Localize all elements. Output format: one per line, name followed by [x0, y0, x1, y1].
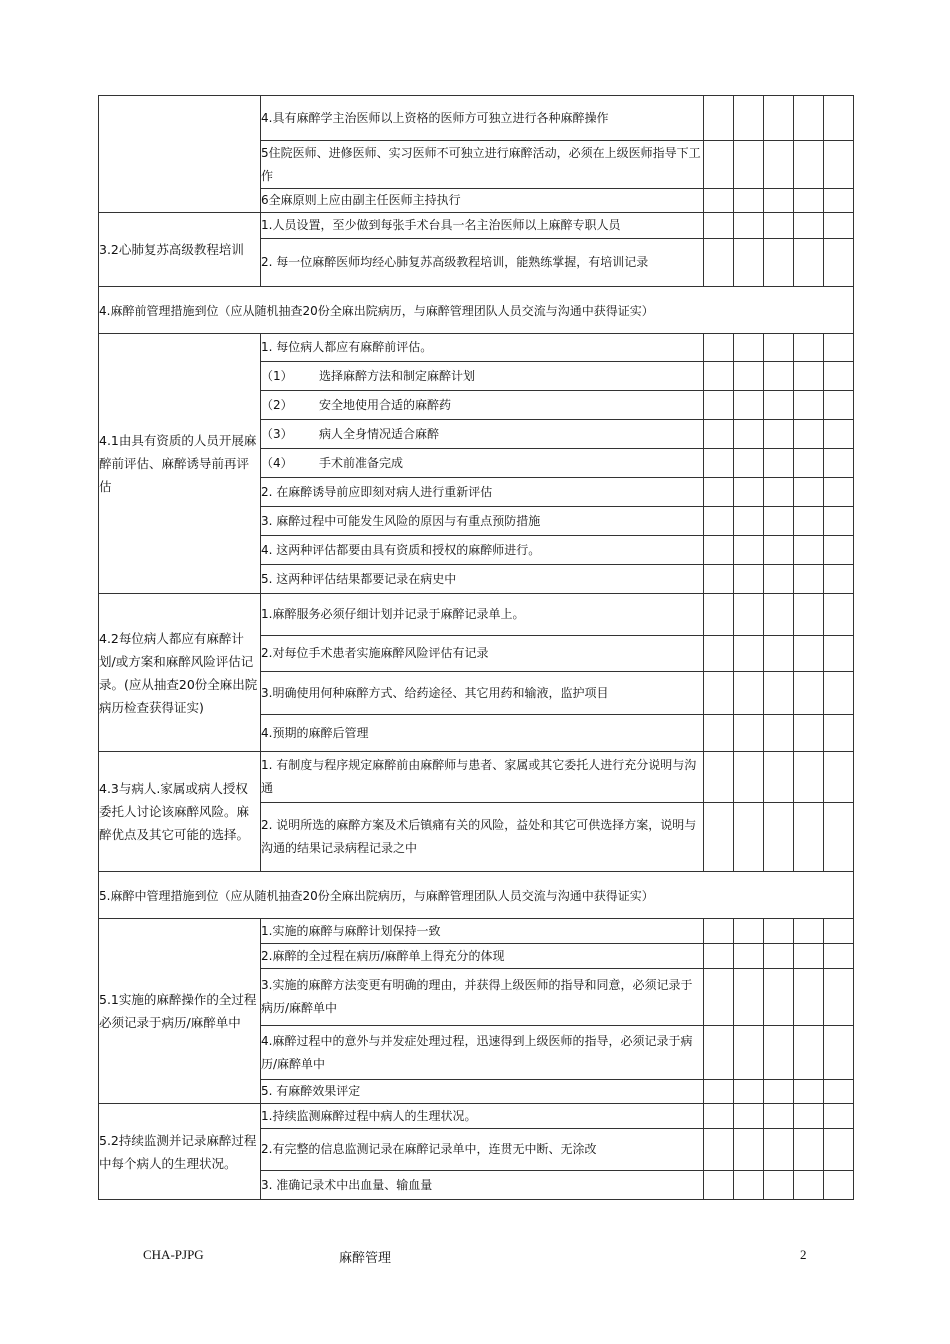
requirement-cell	[261, 1171, 704, 1200]
score-cell[interactable]	[794, 391, 824, 420]
criterion-cell: 3.2心肺复苏高级教程培训	[99, 213, 261, 287]
sub-item-number: （1）	[261, 368, 293, 383]
requirement-text: 4.预期的麻醉后管理	[261, 725, 369, 740]
requirement-cell	[261, 362, 704, 391]
score-cell[interactable]	[764, 213, 794, 239]
score-cell[interactable]	[764, 239, 794, 287]
score-cell[interactable]	[794, 362, 824, 391]
requirement-text: 3. 麻醉过程中可能发生风险的原因与有重点预防措施	[261, 513, 541, 528]
score-cell[interactable]	[794, 1104, 824, 1129]
score-cell[interactable]	[704, 594, 734, 636]
score-cell[interactable]	[704, 919, 734, 944]
table-row	[99, 752, 854, 803]
score-cell[interactable]	[764, 1129, 794, 1171]
score-cell[interactable]	[794, 752, 824, 803]
score-cell[interactable]	[794, 715, 824, 752]
score-cell[interactable]	[764, 1080, 794, 1104]
score-cell[interactable]	[734, 594, 764, 636]
requirement-text: 手术前准备完成	[319, 455, 404, 470]
score-cell[interactable]	[734, 213, 764, 239]
score-cell[interactable]	[794, 672, 824, 715]
score-cell[interactable]	[734, 1129, 764, 1171]
checklist-body	[99, 96, 854, 1200]
requirement-cell	[261, 141, 704, 189]
score-cell[interactable]	[794, 1129, 824, 1171]
requirement-cell	[261, 919, 704, 944]
score-cell[interactable]	[764, 1104, 794, 1129]
score-cell[interactable]	[794, 1080, 824, 1104]
requirement-text: 5. 有麻醉效果评定	[261, 1084, 361, 1098]
score-cell[interactable]	[794, 1026, 824, 1080]
requirement-cell	[261, 1080, 704, 1104]
score-cell[interactable]	[824, 189, 854, 213]
score-cell[interactable]	[824, 141, 854, 189]
score-cell[interactable]	[704, 391, 734, 420]
score-cell[interactable]	[704, 334, 734, 362]
requirement-text: 1. 有制度与程序规定麻醉前由麻醉师与患者、家属或其它委托人进行充分说明与沟通	[261, 758, 697, 795]
score-cell[interactable]	[704, 1129, 734, 1171]
score-cell[interactable]	[704, 141, 734, 189]
requirement-text: 2.有完整的信息监测记录在麻醉记录单中，连贯无中断、无涂改	[261, 1142, 597, 1156]
requirement-text: 5. 这两种评估结果都要记录在病史中	[261, 571, 457, 586]
requirement-cell	[261, 944, 704, 969]
score-cell[interactable]	[734, 969, 764, 1026]
score-cell[interactable]	[794, 449, 824, 478]
score-cell[interactable]	[794, 944, 824, 969]
score-cell[interactable]	[704, 478, 734, 507]
requirement-cell	[261, 565, 704, 594]
score-cell[interactable]	[704, 944, 734, 969]
requirement-text: 安全地使用合适的麻醉药	[319, 397, 452, 412]
requirement-text: 1.持续监测麻醉过程中病人的生理状况。	[261, 1108, 477, 1123]
requirement-text: 3. 准确记录术中出血量、输血量	[261, 1177, 433, 1192]
score-cell[interactable]	[734, 478, 764, 507]
section-header-row	[99, 287, 854, 334]
requirement-cell	[261, 449, 704, 478]
requirement-cell	[261, 189, 704, 213]
score-cell[interactable]	[824, 213, 854, 239]
score-cell[interactable]	[734, 449, 764, 478]
score-cell[interactable]	[704, 420, 734, 449]
score-cell[interactable]	[824, 919, 854, 944]
table-row	[99, 96, 854, 141]
requirement-text: 1.实施的麻醉与麻醉计划保持一致	[261, 923, 441, 938]
score-cell[interactable]	[704, 239, 734, 287]
criterion-cell: 4.2每位病人都应有麻醉计划/或方案和麻醉风险评估记录。(应从抽查20份全麻出院病历检查获得证实)	[99, 594, 261, 752]
score-cell[interactable]	[764, 752, 794, 803]
score-cell[interactable]	[704, 449, 734, 478]
score-cell[interactable]	[764, 478, 794, 507]
score-cell[interactable]	[704, 1026, 734, 1080]
score-cell[interactable]	[704, 96, 734, 141]
score-cell[interactable]	[704, 1171, 734, 1200]
requirement-text: 2. 每一位麻醉医师均经心肺复苏高级教程培训，能熟练掌握，有培训记录	[261, 255, 649, 269]
requirement-text: 2. 在麻醉诱导前应即刻对病人进行重新评估	[261, 484, 493, 499]
score-cell[interactable]	[734, 536, 764, 565]
score-cell[interactable]	[794, 636, 824, 672]
score-cell[interactable]	[734, 96, 764, 141]
score-cell[interactable]	[734, 672, 764, 715]
requirement-cell	[261, 1129, 704, 1171]
footer-code: CHA-PJPG	[143, 1247, 204, 1262]
score-cell[interactable]	[824, 803, 854, 872]
score-cell[interactable]	[764, 507, 794, 536]
requirement-text: 5住院医师、进修医师、实习医师不可独立进行麻醉活动，必须在上级医师指导下工作	[261, 145, 701, 183]
section-header-text: 5.麻醉中管理措施到位（应从随机抽查20份全麻出院病历，与麻醉管理团队人员交流与沟通中获得证实）	[99, 872, 854, 919]
score-cell[interactable]	[824, 536, 854, 565]
score-cell[interactable]	[794, 420, 824, 449]
sub-item-number: （2）	[261, 397, 293, 412]
score-cell[interactable]	[734, 141, 764, 189]
score-cell[interactable]	[734, 565, 764, 594]
score-cell[interactable]	[824, 449, 854, 478]
score-cell[interactable]	[764, 672, 794, 715]
score-cell[interactable]	[704, 189, 734, 213]
score-cell[interactable]	[704, 507, 734, 536]
score-cell[interactable]	[734, 334, 764, 362]
score-cell[interactable]	[734, 944, 764, 969]
score-cell[interactable]	[764, 334, 794, 362]
score-cell[interactable]	[764, 189, 794, 213]
score-cell[interactable]	[794, 507, 824, 536]
score-cell[interactable]	[824, 334, 854, 362]
requirement-cell	[261, 420, 704, 449]
section-header-row	[99, 872, 854, 919]
score-cell[interactable]	[734, 362, 764, 391]
score-cell[interactable]	[824, 969, 854, 1026]
score-cell[interactable]	[704, 1080, 734, 1104]
score-cell[interactable]	[734, 1080, 764, 1104]
requirement-text: 病人全身情况适合麻醉	[319, 426, 440, 441]
score-cell[interactable]	[824, 715, 854, 752]
score-cell[interactable]	[794, 803, 824, 872]
score-cell[interactable]	[764, 565, 794, 594]
score-cell[interactable]	[824, 1080, 854, 1104]
requirement-cell	[261, 969, 704, 1026]
requirement-cell	[261, 594, 704, 636]
criterion-cell: 5.2持续监测并记录麻醉过程中每个病人的生理状况。	[99, 1104, 261, 1200]
table-row	[99, 213, 854, 239]
requirement-text: 4.麻醉过程中的意外与并发症处理过程，迅速得到上级医师的指导，必须记录于病历/麻醉单中	[261, 1033, 693, 1071]
score-cell[interactable]	[704, 565, 734, 594]
requirement-text: 4.具有麻醉学主治医师以上资格的医师方可独立进行各种麻醉操作	[261, 110, 609, 125]
score-cell[interactable]	[734, 391, 764, 420]
requirement-text: 4. 这两种评估都要由具有资质和授权的麻醉师进行。	[261, 542, 541, 557]
requirement-text: 2.对每位手术患者实施麻醉风险评估有记录	[261, 646, 489, 660]
score-cell[interactable]	[764, 1026, 794, 1080]
footer-page-number: 2	[800, 1247, 807, 1262]
requirement-cell	[261, 507, 704, 536]
score-cell[interactable]	[764, 449, 794, 478]
score-cell[interactable]	[794, 594, 824, 636]
score-cell[interactable]	[704, 636, 734, 672]
score-cell[interactable]	[764, 919, 794, 944]
score-cell[interactable]	[734, 1104, 764, 1129]
score-cell[interactable]	[764, 636, 794, 672]
score-cell[interactable]	[764, 969, 794, 1026]
requirement-cell	[261, 536, 704, 565]
requirement-cell	[261, 1104, 704, 1129]
score-cell[interactable]	[704, 715, 734, 752]
score-cell[interactable]	[704, 362, 734, 391]
requirement-text: 3.实施的麻醉方法变更有明确的理由，并获得上级医师的指导和同意，必须记录于病历/麻醉单中	[261, 978, 693, 1015]
score-cell[interactable]	[824, 478, 854, 507]
table-row	[99, 919, 854, 944]
score-cell[interactable]	[734, 420, 764, 449]
score-cell[interactable]	[764, 536, 794, 565]
sub-item-number: （4）	[261, 455, 293, 470]
score-cell[interactable]	[824, 507, 854, 536]
score-cell[interactable]	[764, 715, 794, 752]
requirement-text: 1.麻醉服务必须仔细计划并记录于麻醉记录单上。	[261, 607, 525, 621]
score-cell[interactable]	[764, 420, 794, 449]
score-cell[interactable]	[734, 803, 764, 872]
requirement-cell	[261, 752, 704, 803]
requirement-text: 选择麻醉方法和制定麻醉计划	[319, 368, 476, 383]
table-row	[99, 594, 854, 636]
score-cell[interactable]	[794, 96, 824, 141]
score-cell[interactable]	[794, 1171, 824, 1200]
score-cell[interactable]	[824, 96, 854, 141]
score-cell[interactable]	[794, 141, 824, 189]
score-cell[interactable]	[824, 1129, 854, 1171]
score-cell[interactable]	[824, 752, 854, 803]
score-cell[interactable]	[704, 1104, 734, 1129]
score-cell[interactable]	[764, 362, 794, 391]
score-cell[interactable]	[794, 334, 824, 362]
score-cell[interactable]	[764, 594, 794, 636]
score-cell[interactable]	[794, 239, 824, 287]
table-row	[99, 1104, 854, 1129]
score-cell[interactable]	[734, 919, 764, 944]
score-cell[interactable]	[734, 715, 764, 752]
requirement-text: 6全麻原则上应由副主任医师主持执行	[261, 193, 461, 207]
score-cell[interactable]	[704, 969, 734, 1026]
score-cell[interactable]	[794, 478, 824, 507]
score-cell[interactable]	[734, 189, 764, 213]
footer-title: 麻醉管理	[339, 1250, 392, 1265]
requirement-cell	[261, 334, 704, 362]
score-cell[interactable]	[704, 752, 734, 803]
score-cell[interactable]	[734, 1171, 764, 1200]
requirement-text: 2. 说明所选的麻醉方案及术后镇痛有关的风险，益处和其它可供选择方案，说明与沟通的结果记录病程记录之中	[261, 818, 697, 855]
sub-item-number: （3）	[261, 426, 293, 441]
score-cell[interactable]	[704, 803, 734, 872]
score-cell[interactable]	[734, 507, 764, 536]
criterion-cell: 4.1由具有资质的人员开展麻醉前评估、麻醉诱导前再评估	[99, 334, 261, 594]
score-cell[interactable]	[734, 752, 764, 803]
score-cell[interactable]	[764, 803, 794, 872]
score-cell[interactable]	[824, 944, 854, 969]
score-cell[interactable]	[824, 594, 854, 636]
score-cell[interactable]	[734, 636, 764, 672]
score-cell[interactable]	[824, 1026, 854, 1080]
score-cell[interactable]	[764, 141, 794, 189]
score-cell[interactable]	[794, 565, 824, 594]
requirement-cell	[261, 213, 704, 239]
requirement-text: 1. 每位病人都应有麻醉前评估。	[261, 340, 433, 354]
requirement-cell	[261, 715, 704, 752]
score-cell[interactable]	[794, 919, 824, 944]
score-cell[interactable]	[704, 213, 734, 239]
section-header-text: 4.麻醉前管理措施到位（应从随机抽查20份全麻出院病历，与麻醉管理团队人员交流与沟通中获得证实）	[99, 287, 854, 334]
requirement-cell	[261, 391, 704, 420]
score-cell[interactable]	[764, 96, 794, 141]
score-cell[interactable]	[794, 189, 824, 213]
requirement-text: 1.人员设置，至少做到每张手术台具一名主治医师以上麻醉专职人员	[261, 218, 621, 232]
score-cell[interactable]	[824, 420, 854, 449]
score-cell[interactable]	[794, 969, 824, 1026]
score-cell[interactable]	[824, 1171, 854, 1200]
score-cell[interactable]	[704, 672, 734, 715]
score-cell[interactable]	[824, 1104, 854, 1129]
score-cell[interactable]	[824, 565, 854, 594]
score-cell[interactable]	[704, 536, 734, 565]
requirement-cell	[261, 672, 704, 715]
criterion-cell: 5.1实施的麻醉操作的全过程必须记录于病历/麻醉单中	[99, 919, 261, 1104]
score-cell[interactable]	[734, 1026, 764, 1080]
score-cell[interactable]	[764, 391, 794, 420]
table-row	[99, 334, 854, 362]
score-cell[interactable]	[764, 1171, 794, 1200]
requirement-text: 3.明确使用何种麻醉方式、给药途径、其它用药和输液，监护项目	[261, 685, 609, 700]
score-cell[interactable]	[764, 944, 794, 969]
score-cell[interactable]	[794, 213, 824, 239]
score-cell[interactable]	[824, 239, 854, 287]
requirement-cell	[261, 636, 704, 672]
checklist-table	[98, 95, 854, 1200]
requirement-cell	[261, 96, 704, 141]
requirement-cell	[261, 478, 704, 507]
criterion-cell: 4.3与病人.家属或病人授权委托人讨论该麻醉风险。麻醉优点及其它可能的选择。	[99, 752, 261, 872]
score-cell[interactable]	[824, 391, 854, 420]
score-cell[interactable]	[794, 536, 824, 565]
score-cell[interactable]	[824, 672, 854, 715]
requirement-cell	[261, 1026, 704, 1080]
criterion-cell	[99, 96, 261, 213]
score-cell[interactable]	[824, 362, 854, 391]
requirement-cell	[261, 803, 704, 872]
score-cell[interactable]	[734, 239, 764, 287]
requirement-text: 2.麻醉的全过程在病历/麻醉单上得充分的体现	[261, 948, 505, 963]
score-cell[interactable]	[824, 636, 854, 672]
requirement-cell	[261, 239, 704, 287]
